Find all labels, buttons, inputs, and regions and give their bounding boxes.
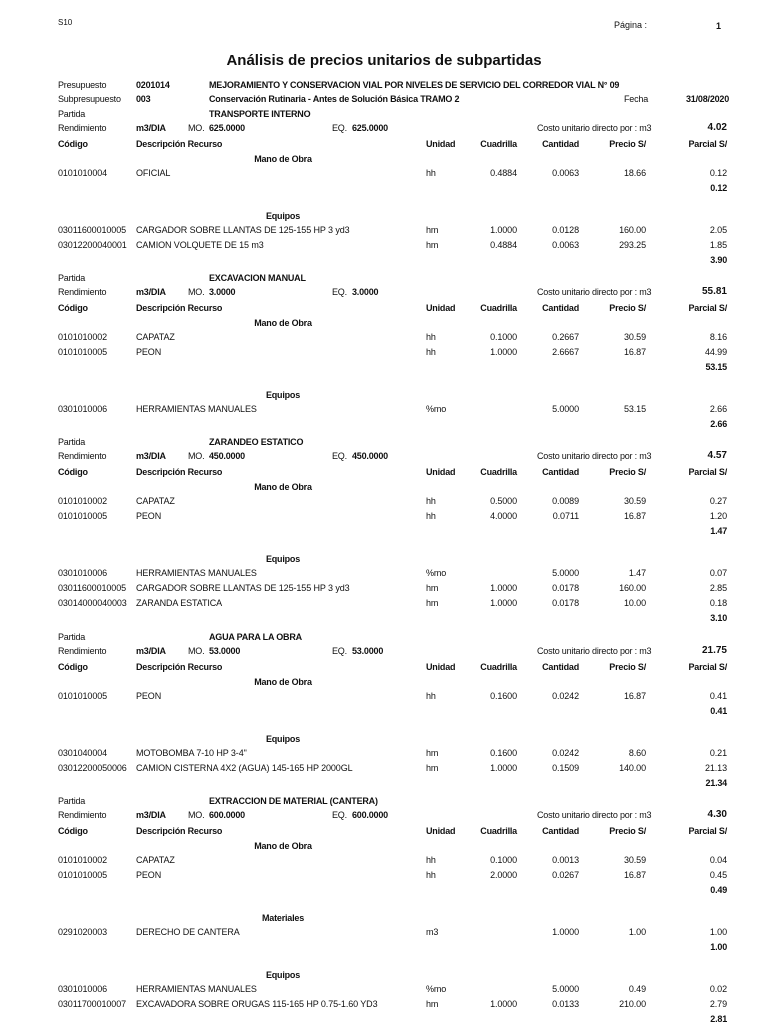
resource-code: 0301040004: [58, 748, 108, 758]
group-subtotal: 3.10: [710, 613, 727, 623]
resource-parcial: 44.99: [704, 347, 727, 357]
resource-cantidad: 0.0242: [552, 748, 579, 758]
subpresupuesto-code: 003: [136, 94, 151, 104]
rendimiento-unit: m3/DIA: [136, 287, 166, 297]
subpresupuesto-desc: Conservación Rutinaria - Antes de Solución Básica TRAMO 2: [209, 94, 460, 104]
resource-description: CARGADOR SOBRE LLANTAS DE 125-155 HP 3 yd3: [136, 225, 350, 235]
group-title: Equipos: [265, 554, 301, 564]
group-subtotal: 21.34: [705, 778, 727, 788]
resource-precio: 293.25: [619, 240, 646, 250]
resource-unit: m3: [426, 927, 439, 937]
presupuesto-desc: MEJORAMIENTO Y CONSERVACION VIAL POR NIVELES DE SERVICIO DEL CORREDOR VIAL N° 09: [209, 80, 620, 90]
group-title: Mano de Obra: [254, 677, 312, 687]
header-cuadrilla: Cuadrilla: [480, 826, 517, 836]
resource-cantidad: 0.0242: [552, 691, 579, 701]
header-unidad: Unidad: [426, 662, 456, 672]
resource-description: HERRAMIENTAS MANUALES: [136, 984, 257, 994]
eq-value: 450.0000: [352, 451, 388, 461]
resource-parcial: 0.27: [709, 496, 727, 506]
header-cantidad: Cantidad: [542, 826, 579, 836]
resource-precio: 16.87: [623, 511, 646, 521]
mo-value: 625.0000: [209, 123, 245, 133]
resource-parcial: 1.00: [709, 927, 727, 937]
resource-unit: hh: [426, 511, 436, 521]
resource-code: 0101010002: [58, 332, 108, 342]
header-descripcion: Descripción Recurso: [136, 139, 223, 149]
partida-label: Partida: [58, 632, 86, 642]
partida-label: Partida: [58, 109, 86, 119]
resource-cuadrilla: 1.0000: [490, 583, 517, 593]
resource-unit: hh: [426, 496, 436, 506]
group-subtotal: 0.12: [710, 183, 727, 193]
resource-parcial: 0.45: [709, 870, 727, 880]
resource-precio: 210.00: [619, 999, 646, 1009]
mo-label: MO.: [188, 646, 205, 656]
fecha-label: Fecha: [624, 94, 649, 104]
group-subtotal: 0.49: [710, 885, 727, 895]
resource-parcial: 2.79: [709, 999, 727, 1009]
resource-precio: 53.15: [623, 404, 646, 414]
eq-label: EQ.: [332, 287, 347, 297]
group-title: Equipos: [265, 734, 301, 744]
rendimiento-unit: m3/DIA: [136, 451, 166, 461]
header-precio: Precio S/: [609, 467, 646, 477]
resource-code: 0101010005: [58, 691, 108, 701]
mo-value: 600.0000: [209, 810, 245, 820]
resource-cantidad: 5.0000: [552, 404, 579, 414]
resource-unit: hh: [426, 870, 436, 880]
resource-cantidad: 2.6667: [552, 347, 579, 357]
rendimiento-label: Rendimiento: [58, 451, 107, 461]
group-title: Mano de Obra: [254, 841, 312, 851]
resource-cantidad: 0.1509: [552, 763, 579, 773]
mo-label: MO.: [188, 451, 205, 461]
resource-cantidad: 5.0000: [552, 568, 579, 578]
eq-label: EQ.: [332, 451, 347, 461]
resource-cuadrilla: 0.5000: [490, 496, 517, 506]
page-number: 1: [716, 21, 722, 31]
group-subtotal: 2.81: [710, 1014, 727, 1024]
group-subtotal: 2.66: [710, 419, 727, 429]
partida-name: ZARANDEO ESTATICO: [209, 437, 304, 447]
rendimiento-label: Rendimiento: [58, 646, 107, 656]
resource-unit: hh: [426, 332, 436, 342]
resource-description: PEON: [136, 870, 162, 880]
partida-name: TRANSPORTE INTERNO: [209, 109, 311, 119]
header-cantidad: Cantidad: [542, 662, 579, 672]
header-descripcion: Descripción Recurso: [136, 826, 223, 836]
resource-precio: 30.59: [623, 332, 646, 342]
partida-name: AGUA PARA LA OBRA: [209, 632, 302, 642]
resource-unit: hm: [426, 999, 439, 1009]
resource-unit: hh: [426, 347, 436, 357]
header-parcial: Parcial S/: [688, 139, 727, 149]
resource-unit: hm: [426, 225, 439, 235]
group-subtotal: 0.41: [710, 706, 727, 716]
resource-description: CAPATAZ: [136, 332, 175, 342]
eq-value: 53.0000: [352, 646, 384, 656]
resource-cantidad: 0.0013: [552, 855, 579, 865]
partida-label: Partida: [58, 273, 86, 283]
resource-code: 03014000040003: [58, 598, 127, 608]
resource-code: 0101010005: [58, 870, 108, 880]
resource-parcial: 0.18: [709, 598, 727, 608]
presupuesto-code: 0201014: [136, 80, 170, 90]
resource-description: PEON: [136, 347, 162, 357]
resource-cantidad: 0.2667: [552, 332, 579, 342]
resource-precio: 1.00: [628, 927, 646, 937]
rendimiento-label: Rendimiento: [58, 287, 107, 297]
mo-value: 450.0000: [209, 451, 245, 461]
resource-code: 03011600010005: [58, 225, 127, 235]
costo-value: 21.75: [701, 645, 727, 656]
group-subtotal: 53.15: [705, 362, 727, 372]
mo-value: 3.0000: [209, 287, 236, 297]
header-cantidad: Cantidad: [542, 139, 579, 149]
resource-unit: %mo: [426, 984, 447, 994]
mo-label: MO.: [188, 287, 205, 297]
resource-cuadrilla: 1.0000: [490, 598, 517, 608]
header-precio: Precio S/: [609, 139, 646, 149]
resource-code: 03012200040001: [58, 240, 127, 250]
resource-description: PEON: [136, 511, 162, 521]
resource-description: CAPATAZ: [136, 496, 175, 506]
resource-unit: %mo: [426, 568, 447, 578]
resource-description: MOTOBOMBA 7-10 HP 3-4": [136, 748, 247, 758]
header-codigo: Código: [58, 139, 88, 149]
costo-label: Costo unitario directo por : m3: [537, 287, 652, 297]
resource-precio: 18.66: [623, 168, 646, 178]
resource-parcial: 1.85: [709, 240, 727, 250]
group-title: Equipos: [265, 211, 301, 221]
resource-description: HERRAMIENTAS MANUALES: [136, 404, 257, 414]
resource-code: 0301010006: [58, 404, 108, 414]
resource-precio: 160.00: [619, 225, 646, 235]
costo-value: 4.57: [707, 450, 727, 461]
header-codigo: Código: [58, 826, 88, 836]
header-cantidad: Cantidad: [542, 467, 579, 477]
eq-label: EQ.: [332, 123, 347, 133]
costo-value: 4.02: [707, 122, 727, 133]
header-parcial: Parcial S/: [688, 467, 727, 477]
resource-unit: hh: [426, 855, 436, 865]
resource-code: 0101010004: [58, 168, 108, 178]
group-subtotal: 3.90: [710, 255, 727, 265]
eq-label: EQ.: [332, 646, 347, 656]
resource-precio: 30.59: [623, 855, 646, 865]
resource-description: CAPATAZ: [136, 855, 175, 865]
resource-description: CAMION CISTERNA 4X2 (AGUA) 145-165 HP 2000GL: [136, 763, 353, 773]
resource-unit: hm: [426, 240, 439, 250]
resource-cantidad: 0.0178: [552, 598, 579, 608]
resource-cantidad: 0.0128: [552, 225, 579, 235]
resource-code: 0301010006: [58, 568, 108, 578]
presupuesto-label: Presupuesto: [58, 80, 107, 90]
group-title: Mano de Obra: [254, 318, 312, 328]
resource-cuadrilla: 0.4884: [490, 240, 517, 250]
rendimiento-unit: m3/DIA: [136, 646, 166, 656]
header-codigo: Código: [58, 467, 88, 477]
resource-code: 0101010005: [58, 511, 108, 521]
header-descripcion: Descripción Recurso: [136, 467, 223, 477]
resource-unit: hm: [426, 748, 439, 758]
resource-code: 03011700010007: [58, 999, 127, 1009]
partida-label: Partida: [58, 437, 86, 447]
resource-precio: 30.59: [623, 496, 646, 506]
resource-parcial: 0.02: [709, 984, 727, 994]
group-title: Equipos: [265, 390, 301, 400]
header-precio: Precio S/: [609, 826, 646, 836]
header-unidad: Unidad: [426, 826, 456, 836]
costo-label: Costo unitario directo por : m3: [537, 646, 652, 656]
resource-description: CARGADOR SOBRE LLANTAS DE 125-155 HP 3 yd3: [136, 583, 350, 593]
resource-parcial: 0.07: [709, 568, 727, 578]
resource-code: 0301010006: [58, 984, 108, 994]
resource-parcial: 0.41: [709, 691, 727, 701]
resource-code: 03011600010005: [58, 583, 127, 593]
resource-precio: 10.00: [623, 598, 646, 608]
resource-description: CAMION VOLQUETE DE 15 m3: [136, 240, 264, 250]
header-codigo: Código: [58, 662, 88, 672]
resource-precio: 160.00: [619, 583, 646, 593]
group-subtotal: 1.47: [710, 526, 727, 536]
group-title: Mano de Obra: [254, 154, 312, 164]
resource-parcial: 0.04: [709, 855, 727, 865]
costo-label: Costo unitario directo por : m3: [537, 810, 652, 820]
resource-cuadrilla: 0.1600: [490, 748, 517, 758]
rendimiento-label: Rendimiento: [58, 810, 107, 820]
resource-unit: hh: [426, 691, 436, 701]
header-cuadrilla: Cuadrilla: [480, 467, 517, 477]
resource-parcial: 8.16: [709, 332, 727, 342]
header-precio: Precio S/: [609, 662, 646, 672]
resource-parcial: 2.85: [709, 583, 727, 593]
resource-cuadrilla: 0.1000: [490, 332, 517, 342]
subpresupuesto-label: Subpresupuesto: [58, 94, 121, 104]
resource-cantidad: 0.0178: [552, 583, 579, 593]
resource-cuadrilla: 1.0000: [490, 347, 517, 357]
resource-cantidad: 5.0000: [552, 984, 579, 994]
resource-cuadrilla: 0.1600: [490, 691, 517, 701]
resource-unit: hm: [426, 583, 439, 593]
eq-value: 600.0000: [352, 810, 388, 820]
resource-cuadrilla: 2.0000: [490, 870, 517, 880]
costo-value: 4.30: [707, 809, 727, 820]
document-title: Análisis de precios unitarios de subpartidas: [226, 52, 542, 69]
resource-cantidad: 0.0063: [552, 168, 579, 178]
resource-unit: %mo: [426, 404, 447, 414]
resource-cantidad: 0.0267: [552, 870, 579, 880]
resource-cantidad: 0.0133: [552, 999, 579, 1009]
resource-cuadrilla: 4.0000: [490, 511, 517, 521]
resource-cantidad: 1.0000: [552, 927, 579, 937]
eq-value: 625.0000: [352, 123, 388, 133]
resource-precio: 1.47: [628, 568, 646, 578]
rendimiento-unit: m3/DIA: [136, 123, 166, 133]
resource-parcial: 21.13: [704, 763, 727, 773]
resource-cuadrilla: 0.4884: [490, 168, 517, 178]
resource-precio: 140.00: [619, 763, 646, 773]
resource-precio: 16.87: [623, 691, 646, 701]
resource-cantidad: 0.0711: [552, 511, 579, 521]
group-title: Mano de Obra: [254, 482, 312, 492]
resource-code: 0291020003: [58, 927, 108, 937]
header-descripcion: Descripción Recurso: [136, 303, 223, 313]
resource-description: DERECHO DE CANTERA: [136, 927, 240, 937]
costo-label: Costo unitario directo por : m3: [537, 451, 652, 461]
rendimiento-label: Rendimiento: [58, 123, 107, 133]
costo-value: 55.81: [701, 286, 727, 297]
resource-cantidad: 0.0063: [552, 240, 579, 250]
resource-precio: 8.60: [628, 748, 646, 758]
fecha-value: 31/08/2020: [686, 94, 730, 104]
header-cuadrilla: Cuadrilla: [480, 303, 517, 313]
resource-description: HERRAMIENTAS MANUALES: [136, 568, 257, 578]
resource-parcial: 2.66: [709, 404, 727, 414]
resource-description: PEON: [136, 691, 162, 701]
resource-cuadrilla: 0.1000: [490, 855, 517, 865]
header-cantidad: Cantidad: [542, 303, 579, 313]
resource-description: EXCAVADORA SOBRE ORUGAS 115-165 HP 0.75-1.60 YD3: [136, 999, 378, 1009]
resource-parcial: 1.20: [709, 511, 727, 521]
header-parcial: Parcial S/: [688, 303, 727, 313]
header-unidad: Unidad: [426, 303, 456, 313]
header-unidad: Unidad: [426, 467, 456, 477]
header-codigo: Código: [58, 303, 88, 313]
partida-label: Partida: [58, 796, 86, 806]
resource-cuadrilla: 1.0000: [490, 763, 517, 773]
header-descripcion: Descripción Recurso: [136, 662, 223, 672]
resource-cantidad: 0.0089: [552, 496, 579, 506]
resource-code: 0101010002: [58, 855, 108, 865]
group-title: Materiales: [261, 913, 305, 923]
resource-precio: 16.87: [623, 870, 646, 880]
resource-unit: hh: [426, 168, 436, 178]
resource-description: OFICIAL: [136, 168, 171, 178]
resource-unit: hm: [426, 598, 439, 608]
resource-unit: hm: [426, 763, 439, 773]
mo-value: 53.0000: [209, 646, 241, 656]
partida-name: EXCAVACION MANUAL: [209, 273, 306, 283]
costo-label: Costo unitario directo por : m3: [537, 123, 652, 133]
resource-parcial: 0.21: [709, 748, 727, 758]
mo-label: MO.: [188, 123, 205, 133]
pagina-label: Página :: [614, 20, 648, 30]
header-parcial: Parcial S/: [688, 826, 727, 836]
header-parcial: Parcial S/: [688, 662, 727, 672]
partida-name: EXTRACCION DE MATERIAL (CANTERA): [209, 796, 378, 806]
eq-value: 3.0000: [352, 287, 379, 297]
header-cuadrilla: Cuadrilla: [480, 662, 517, 672]
resource-description: ZARANDA ESTATICA: [136, 598, 223, 608]
resource-precio: 0.49: [628, 984, 646, 994]
rendimiento-unit: m3/DIA: [136, 810, 166, 820]
resource-code: 0101010005: [58, 347, 108, 357]
resource-cuadrilla: 1.0000: [490, 225, 517, 235]
resource-parcial: 2.05: [709, 225, 727, 235]
header-cuadrilla: Cuadrilla: [480, 139, 517, 149]
mo-label: MO.: [188, 810, 205, 820]
resource-code: 0101010002: [58, 496, 108, 506]
eq-label: EQ.: [332, 810, 347, 820]
group-title: Equipos: [265, 970, 301, 980]
resource-code: 03012200050006: [58, 763, 127, 773]
header-precio: Precio S/: [609, 303, 646, 313]
group-subtotal: 1.00: [710, 942, 727, 952]
resource-precio: 16.87: [623, 347, 646, 357]
s10-label: S10: [58, 18, 73, 27]
resource-cuadrilla: 1.0000: [490, 999, 517, 1009]
header-unidad: Unidad: [426, 139, 456, 149]
resource-parcial: 0.12: [709, 168, 727, 178]
